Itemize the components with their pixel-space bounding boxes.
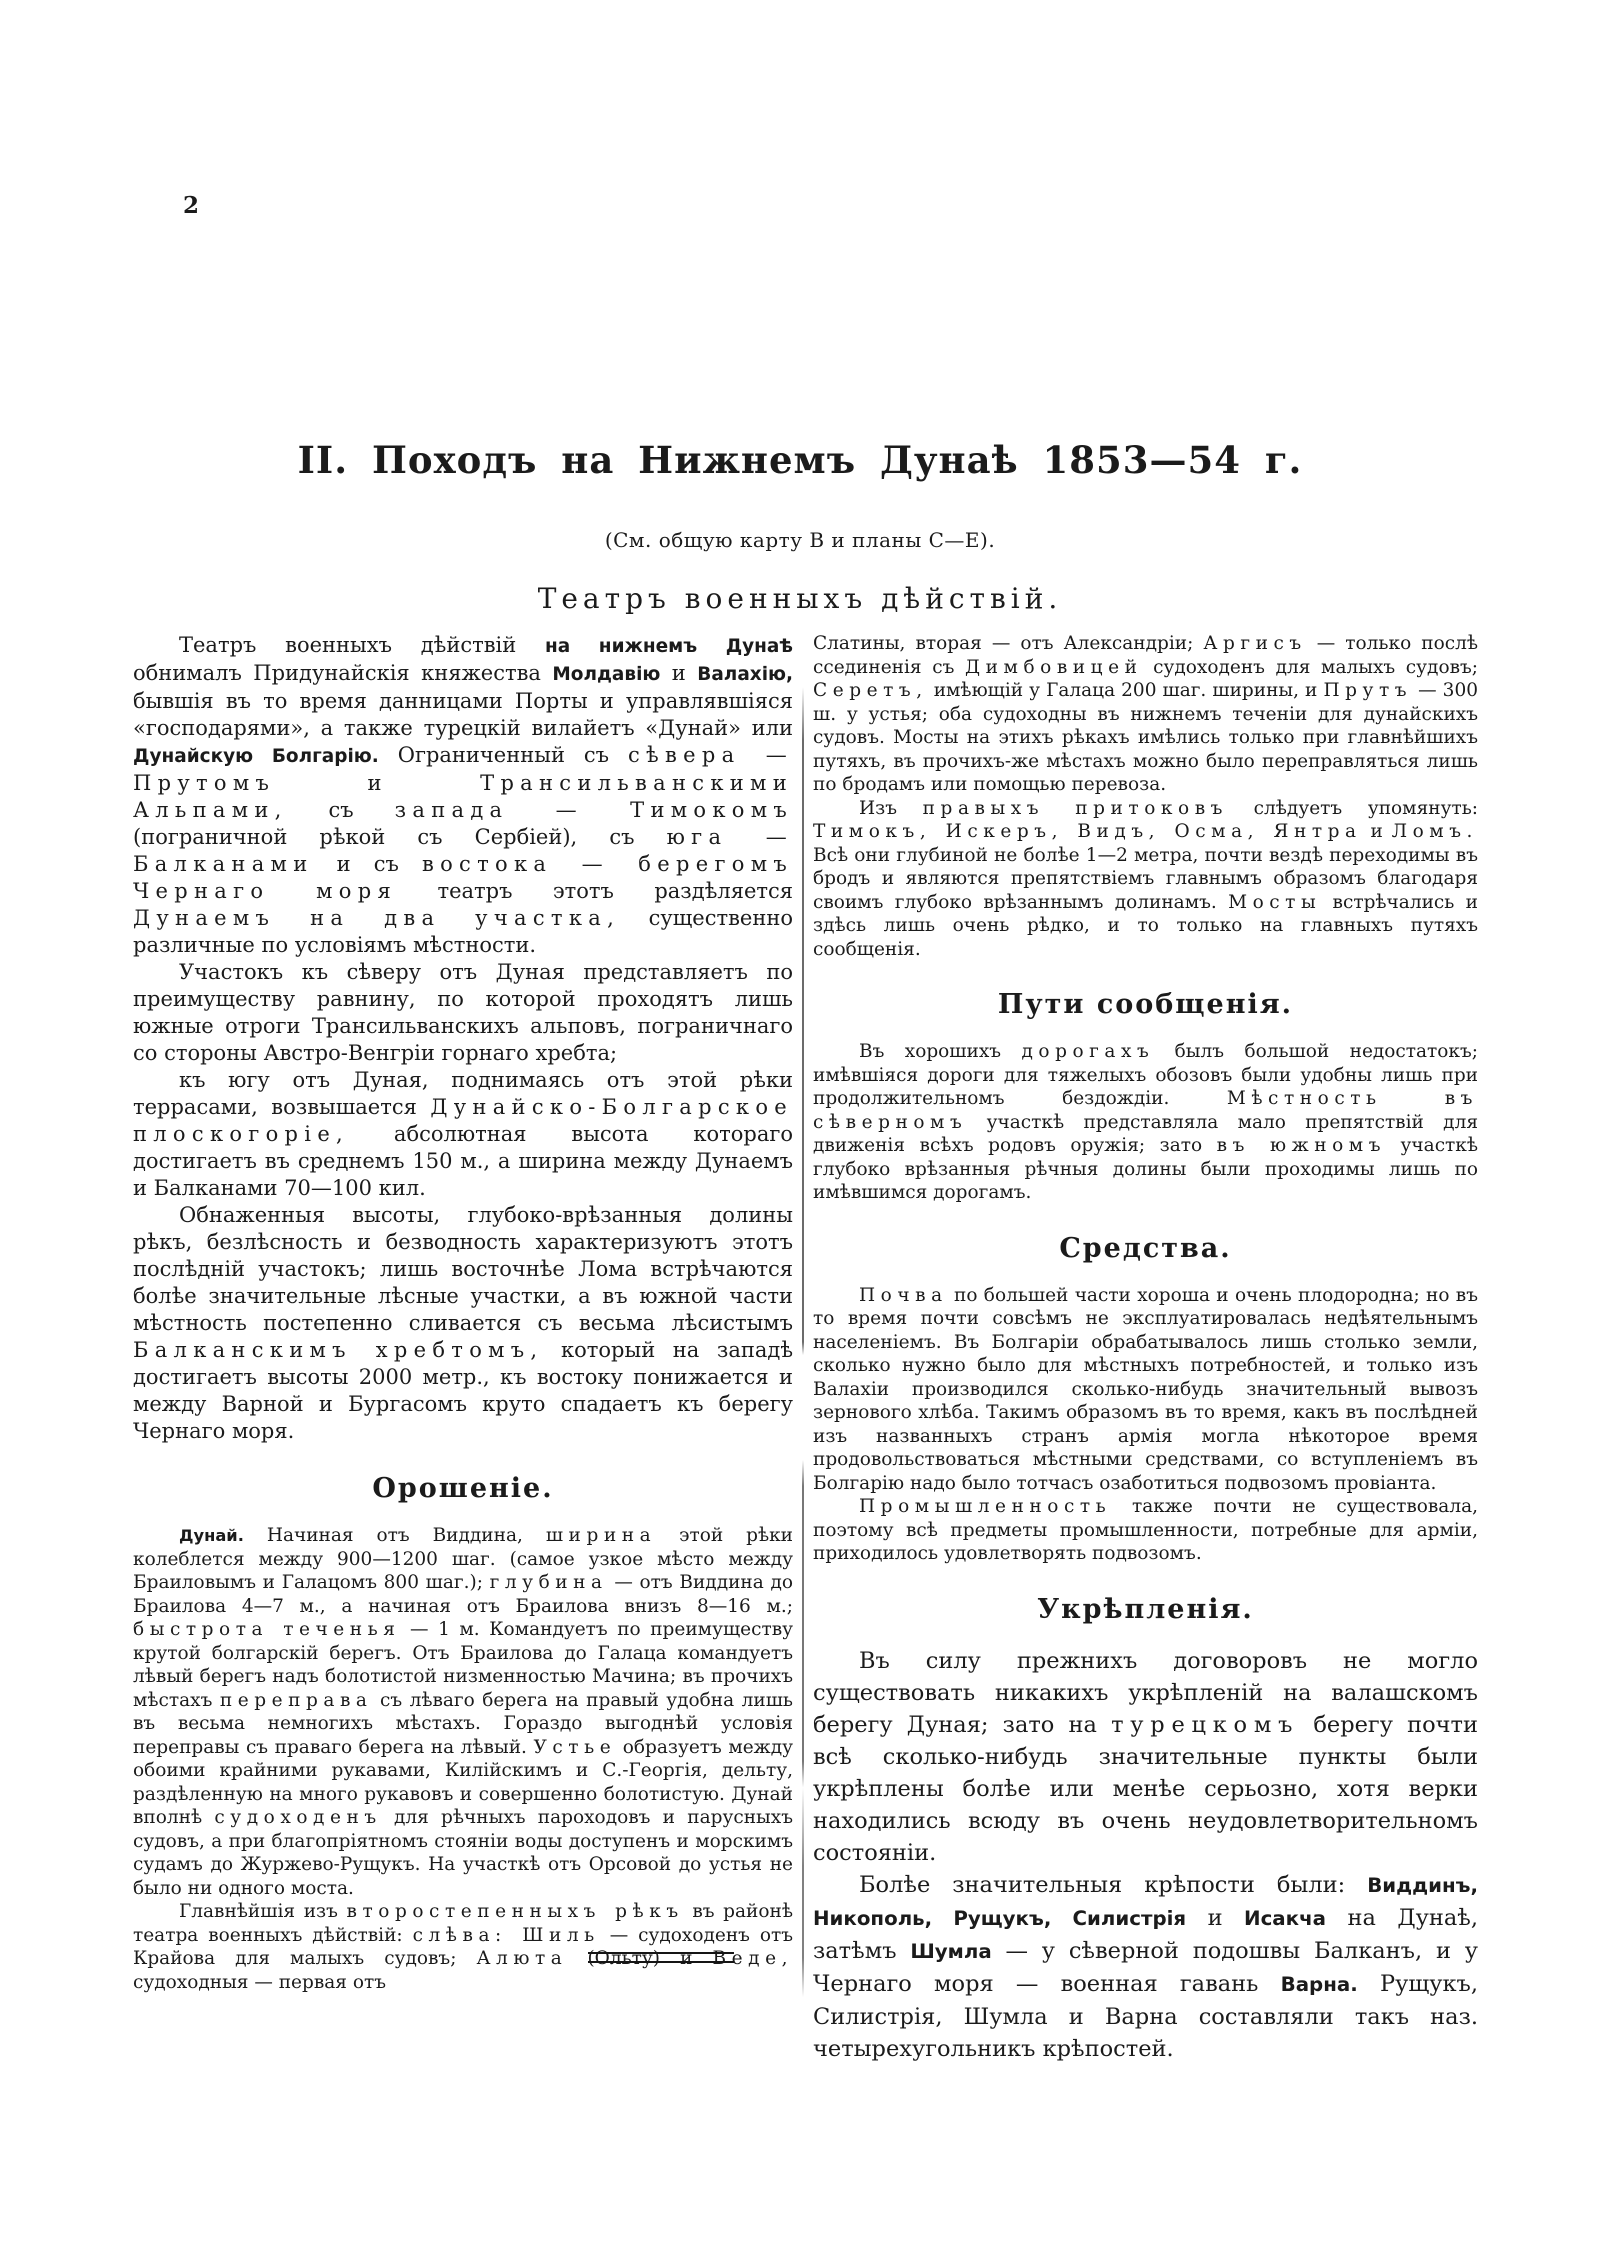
paragraph: [133, 1202, 793, 1445]
left-column: [133, 632, 793, 2065]
text-run: съ лѣваго берега на правый удобна лишь въ весьма немногихъ мѣстахъ. Гораздо выгоднѣй условія переправы съ праваго берега на лѣвый.: [133, 1689, 793, 1758]
letterspaced-emphasis: Тимокъ, Искеръ, Видъ, Осма, Янтра: [813, 821, 1362, 842]
text-run: былъ большой недостатокъ; имѣвшіяся дороги для тяжелыхъ обозовъ были удобны лишь при продолжительномъ бездождіи.: [813, 1041, 1478, 1109]
text-run: — судоходенъ отъ Крайова для малыхъ судовъ;: [133, 1924, 793, 1969]
bold-emphasis: Валахію,: [697, 664, 793, 685]
paragraph: [133, 959, 793, 1067]
text-run: образуетъ между обоими крайними рукавами, Килійскимъ и С.-Георгія, дельту, раздѣленную на много рукавовъ и совершенно болотистую. Дунай вполнѣ: [133, 1736, 793, 1828]
bold-emphasis: Варна.: [1280, 1972, 1358, 1996]
letterspaced-emphasis: Дунайско-Болгарское плоскогоріе,: [133, 1095, 793, 1146]
letterspaced-emphasis: правыхъ притоковъ: [922, 797, 1228, 819]
text-run: и: [1361, 821, 1392, 842]
text-run: Рущукъ, Силистрія, Шумла и Варна составляли такъ наз. четырехугольникъ крѣпостей.: [813, 1970, 1479, 2062]
letterspaced-emphasis: Почва: [859, 1284, 948, 1306]
text-run: Болѣе значительныя крѣпости были:: [859, 1871, 1368, 1898]
letterspaced-emphasis: Алюта: [476, 1948, 568, 1969]
text-run: Въ хорошихъ: [859, 1041, 1022, 1062]
column-heading: Средства.: [1059, 1232, 1232, 1264]
paragraph: [813, 1495, 1478, 1566]
letterspaced-emphasis: Веде,: [712, 1948, 793, 1969]
paragraph: [813, 1040, 1478, 1205]
letterspaced-emphasis: сѣвера — Прутомъ и Трансильванскими Альпами,: [133, 743, 794, 822]
footer-separator-rule: [588, 1952, 734, 1963]
text-run: берегу почти всѣ сколько-нибудь значительные пункты были укрѣплены болѣе или менѣе серьозно, хотя верки находились всюду въ очень неудовлетворительномъ состояніи.: [813, 1711, 1478, 1866]
text-run: Слатины, вторая — отъ Александріи;: [813, 633, 1204, 654]
page-number: 2: [183, 192, 200, 219]
column-heading: Орошеніе.: [372, 1473, 554, 1504]
text-run: Участокъ къ сѣверу отъ Дуная представляетъ по преимуществу равнину, по которой проходятъ лишь южные отроги Трансильванскихъ альповъ, пограничнаго со стороны Австро-Венгріи горнаго хребта;: [133, 960, 793, 1065]
column-divider-rule: [802, 687, 804, 1997]
bold-emphasis: Молдавію: [552, 664, 661, 685]
text-run: существенно различные по условіямъ мѣстности.: [133, 906, 793, 957]
paragraph: [133, 632, 793, 959]
paragraph: [813, 632, 1478, 797]
letterspaced-emphasis: Прутъ: [1323, 680, 1413, 701]
column-heading: Укрѣпленія.: [1037, 1593, 1254, 1625]
letterspaced-emphasis: слѣва: Шиль: [412, 1924, 600, 1946]
text-run: этой рѣки колеблется между 900—1200 шаг. (самое узкое мѣсто между Браиловымъ и Галацомъ 800 шаг.);: [133, 1525, 794, 1593]
letterspaced-emphasis: Димбовицей: [965, 656, 1143, 678]
letterspaced-emphasis: быстрота теченья: [133, 1619, 401, 1640]
text-run: судоходенъ для малыхъ судовъ;: [1142, 656, 1478, 678]
section-heading: Театръ военныхъ дѣйствій.: [537, 582, 1063, 615]
bold-emphasis: Дунай.: [179, 1526, 244, 1545]
text-run: судоходныя — первая отъ: [133, 1971, 386, 1993]
paragraph: [813, 1284, 1478, 1496]
letterspaced-emphasis: юга — Балканами: [133, 825, 793, 876]
text-run: Въ силу прежнихъ договоровъ не могло существовать никакихъ укрѣпленій на валашскомъ берегу Дуная; зато на: [813, 1647, 1478, 1738]
text-run: Обнаженныя высоты, глубоко-врѣзанныя долины рѣкъ, безлѣсность и безводность характеризуютъ этотъ послѣдній участокъ; лишь восточнѣе Лома встрѣчаются болѣе значительные лѣсные участки, а въ южной части мѣстность постепенно сливается съ весьма лѣсистымъ: [133, 1203, 793, 1335]
text-run: участкѣ глубоко врѣзанныя рѣчныя долины были проходимы лишь по имѣвшимся дорогамъ.: [813, 1135, 1479, 1203]
text-run: обнималъ Придунайскія княжества: [133, 661, 553, 685]
text-run: — 300 ш. у устья; оба судоходны въ нижнемъ теченіи для дунайскихъ судовъ. Мосты на этихъ рѣкахъ имѣлись только при главнѣйшихъ путяхъ, въ прочихъ-же мѣстахъ можно было переправляться лишь по бродамъ или помощью перевоза.: [813, 680, 1478, 795]
text-run: (пограничной рѣкой съ Сербіей), съ: [133, 825, 667, 849]
right-column: [813, 632, 1478, 2065]
text-run: Главнѣйшія изъ: [179, 1901, 347, 1922]
paragraph: [133, 1900, 793, 1994]
letterspaced-emphasis: Мосты: [1228, 891, 1322, 913]
text-columns: [133, 632, 1488, 2065]
text-run: для рѣчныхъ пароходовъ и парусныхъ судовъ, а при благопріятномъ стояніи воды доступенъ и морскимъ судамъ до Журжево-Рущукъ. На участкѣ отъ Орсовой до устья не было ни одного моста.: [133, 1807, 793, 1899]
text-run: встрѣчались и здѣсь лишь очень рѣдко, и то только на главныхъ путяхъ сообщенія.: [813, 891, 1478, 960]
letterspaced-emphasis: Аргисъ: [1203, 633, 1307, 654]
bold-emphasis: Виддинъ, Никополь, Рущукъ, Силистрія: [813, 1873, 1478, 1930]
text-run: и: [1186, 1904, 1245, 1931]
letterspaced-emphasis: запада — Тимокомъ: [394, 798, 793, 822]
text-run: слѣдуетъ упомянуть:: [1228, 797, 1478, 819]
letterspaced-emphasis: востока — берегомъ Чернаго моря: [133, 852, 793, 903]
chapter-title: II. Походъ на Нижнемъ Дунаѣ 1853—54 г.: [297, 438, 1303, 482]
text-run: бывшія въ то время данницами Порты и управлявшіяся «господарями», а также турецкій вилайетъ «Дунай» или: [133, 689, 793, 740]
letterspaced-emphasis: Устье: [533, 1736, 617, 1758]
text-run: абсолютная высота котораго достигаетъ въ среднемъ 150 м., а ширина между Дунаемъ и Балканами 70—100 кил.: [133, 1122, 793, 1200]
letterspaced-emphasis: Мѣстность въ сѣверномъ: [813, 1088, 1478, 1133]
letterspaced-emphasis: Промышленность: [859, 1496, 1112, 1517]
letterspaced-emphasis: Балканскимъ хребтомъ,: [133, 1338, 544, 1362]
text-run: также почти не существовала, поэтому всѣ предметы промышленности, потребные для арміи, приходилось удовлетворять подвозомъ.: [813, 1496, 1478, 1564]
text-run: по большей части хороша и очень плодородна; но въ то время почти совсѣмъ не эксплуатировалась недѣятельнымъ населеніемъ. Въ Болгаріи обрабатывалось лишь столько земли, сколько нужно было для мѣстныхъ потребностей, и только изъ Валахіи производился сколько-нибудь значительный вывозъ зернового хлѣба. Такимъ образомъ въ то время, какъ въ послѣдней изъ названныхъ странъ армія могла нѣкоторое время продовольствоваться мѣстными средствами, со вступленіемъ въ Болгарію надо было тотчасъ озаботиться подвозомъ провіанта.: [813, 1284, 1478, 1494]
text-run: и: [660, 661, 698, 685]
text-run: Изъ: [859, 797, 923, 819]
text-run: — только послѣ ссединенія съ: [813, 633, 1478, 678]
letterspaced-emphasis: Дунаемъ на два участка,: [133, 906, 621, 930]
bold-emphasis: Исакча: [1244, 1906, 1326, 1930]
letterspaced-emphasis: въ южномъ: [1216, 1135, 1387, 1156]
text-run: театръ этотъ раздѣляется: [397, 879, 793, 903]
paragraph: [133, 1067, 793, 1202]
text-run: Всѣ они глубиной не болѣе 1—2 метра, почти вездѣ переходимы въ бродъ и являются препятствіемъ главнымъ образомъ благодаря своимъ глубоко врѣзаннымъ долинамъ.: [813, 844, 1478, 913]
text-run: въ районѣ театра военныхъ дѣйствій:: [133, 1901, 793, 1946]
text-run: — у сѣверной подошвы Балканъ, и у Чернаго моря — военная гавань: [813, 1937, 1479, 1997]
text-run: и съ: [313, 852, 422, 876]
bold-emphasis: Шумла: [910, 1939, 992, 1963]
text-run: Начиная отъ Виддина,: [243, 1525, 546, 1546]
letterspaced-emphasis: второстепенныхъ рѣкъ: [346, 1901, 684, 1922]
letterspaced-emphasis: ширина: [545, 1525, 657, 1546]
letterspaced-emphasis: турецкомъ: [1111, 1711, 1300, 1738]
text-run: на Дунаѣ, затѣмъ: [813, 1904, 1478, 1964]
paragraph: [813, 797, 1478, 962]
text-run: къ югу отъ Дуная, поднимаясь отъ этой рѣки террасами, возвышается: [133, 1068, 793, 1119]
text-run: — 1 м. Командуетъ по преимуществу крутой болгарскій берегъ. Отъ Браилова до Галаца командуетъ лѣвый берегъ надъ болотистой низменностью Мачина; въ прочихъ мѣстахъ: [133, 1619, 794, 1711]
text-run: съ: [287, 798, 395, 822]
text-run: имѣющій у Галаца 200 шаг. ширины, и: [927, 680, 1324, 701]
letterspaced-emphasis: судоходенъ: [214, 1807, 382, 1828]
bold-emphasis: Дунайскую Болгарію.: [133, 746, 379, 767]
bold-emphasis: на нижнемъ Дунаѣ: [545, 636, 793, 657]
letterspaced-emphasis: переправа: [219, 1689, 373, 1711]
letterspaced-emphasis: Ломъ.: [1391, 821, 1478, 842]
text-run: — отъ Виддина до Браилова 4—7 м., а начиная отъ Браилова внизъ 8—16 м.;: [133, 1572, 793, 1617]
paragraph: [813, 1645, 1478, 1869]
text-run: участкѣ представляла мало препятствій для движенія всѣхъ родовъ оружія; зато: [813, 1111, 1478, 1156]
paragraph: [813, 1869, 1478, 2065]
map-reference-note: (См. общую карту B и планы C—E).: [604, 528, 996, 552]
text-run: Театръ военныхъ дѣйствій: [179, 633, 546, 657]
letterspaced-emphasis: дорогахъ: [1021, 1041, 1155, 1062]
text-run: Ограниченный съ: [378, 743, 628, 767]
paragraph: [133, 1524, 793, 1900]
text-run: который на западѣ достигаетъ высоты 2000 метр., къ востоку понижается и между Варной и Бургасомъ круто спадаетъ къ берегу Чернаго моря.: [133, 1338, 793, 1443]
column-heading: Пути сообщенія.: [997, 989, 1294, 1020]
letterspaced-emphasis: глубина: [489, 1572, 608, 1593]
text-run: (Ольту) и: [567, 1948, 713, 1969]
letterspaced-emphasis: Серетъ,: [813, 680, 928, 701]
